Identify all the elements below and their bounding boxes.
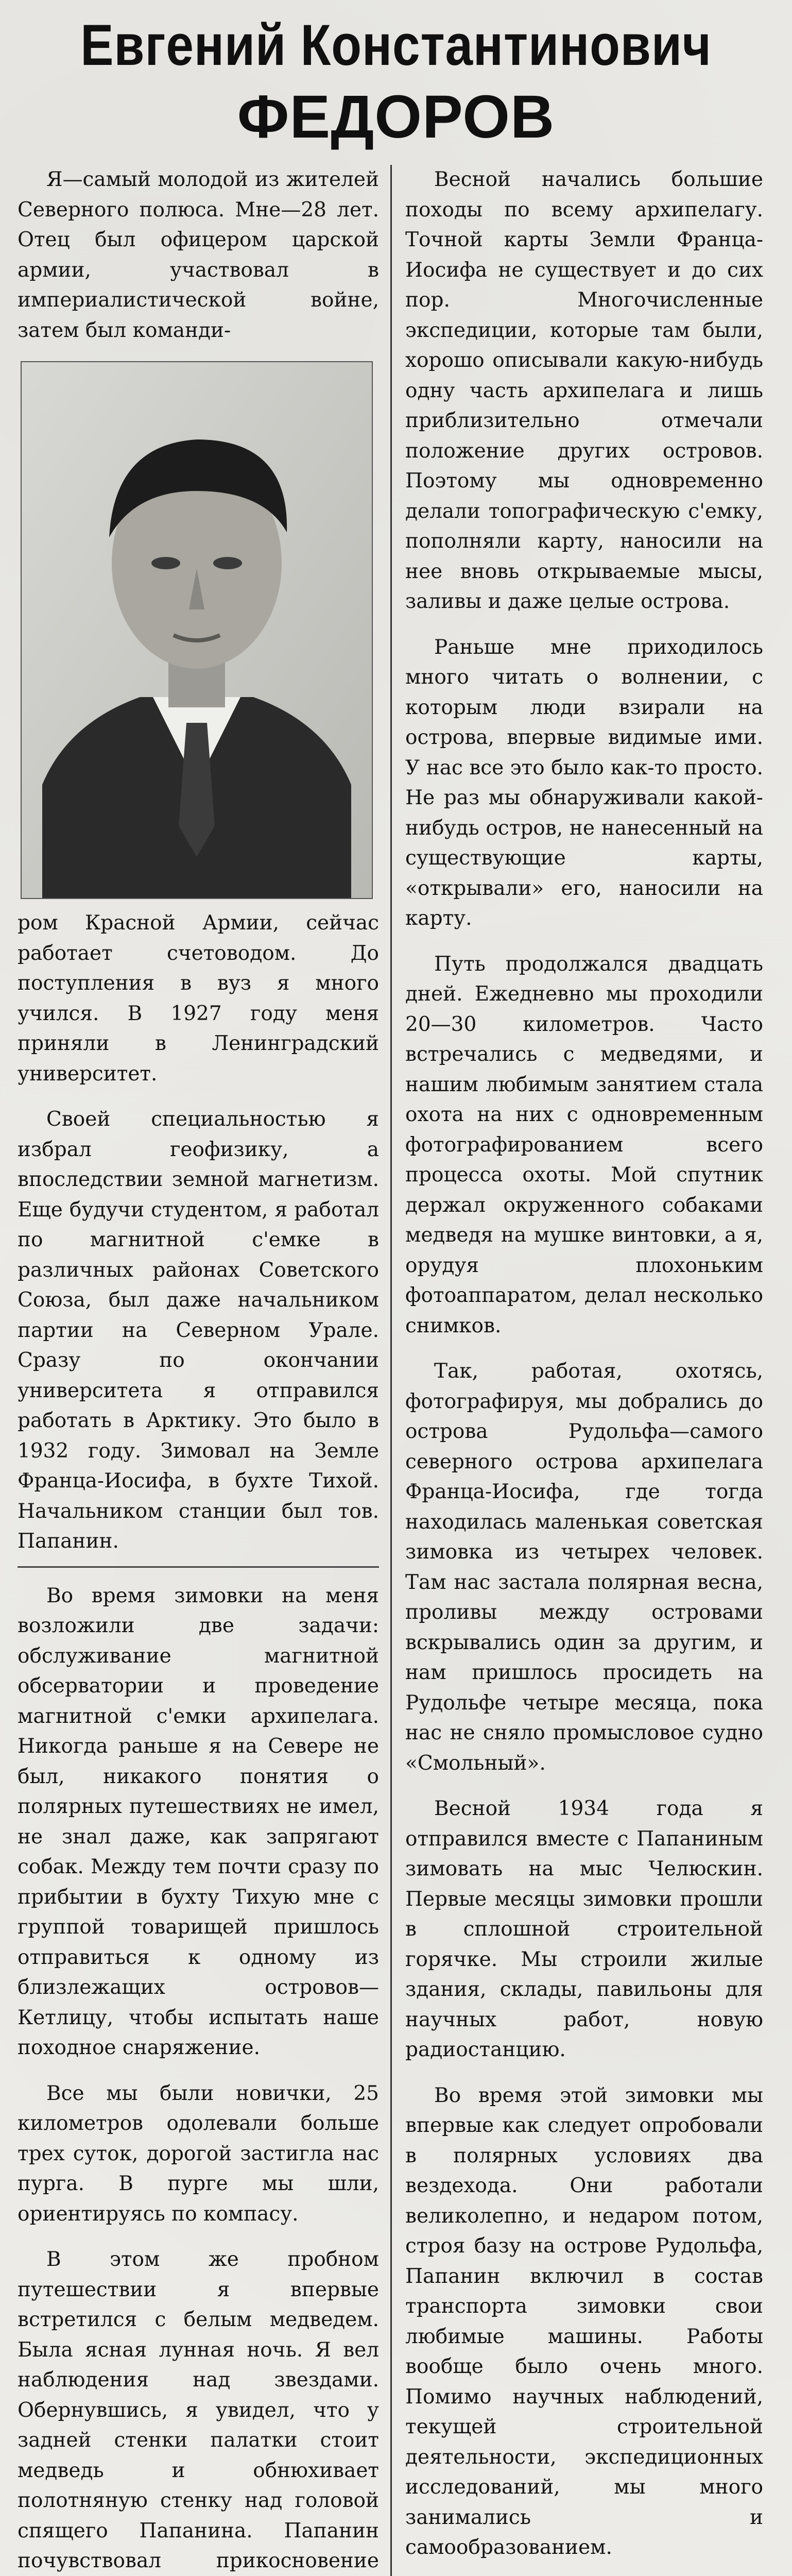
paragraph-bear: В этом же пробном путешествии я впервые встретился с белым медведем. Была ясная лунная ночь. Я вел наблюдения над звездами. Обернувшись, я увидел, что у задней стенки палатки стоит медведь и обнюхивает полотняную стенку над головой спящего Папанина. Папанин почувствовал прикосновение — [18, 2248, 379, 2572]
paragraph-vehicles: Во время этой зимовки мы впервые как следует опробовали в полярных условиях два вездехода. Они работали великолепно, и недаром потом, строя базу на острове Рудольфа, Папанин включил в состав транспорта зимовки свои любимые машины. Работы вообще было очень много. Помимо научных наблюдений, текущей строительной деятельности, экспедиционных исследований, мы много занимались и самообразованием. — [405, 2083, 763, 2559]
paragraph-journey: Путь продолжался двадцать дней. Ежедневно мы проходили 20—30 километров. Часто встречались с медведями, и нашим любимым занятием стала охота на них с одновременным фотографированием всего процесса охоты. Мой спутник держал окруженного собаками медведя на мушке винтовки, а я, орудуя плохоньким фотоаппаратом, делал несколько снимков. — [405, 952, 763, 1337]
portrait-image — [22, 362, 372, 898]
left-column — [18, 165, 390, 2576]
portrait-photo — [21, 361, 373, 899]
paragraph-cape-chelyuskin: Весной 1934 года я отправился вместе с Папаниным зимовать на мыс Челюскин. Первые месяцы зимовки прошли в сплошной строительной горячке. Мы строили жилые здания, склады, павильоны для научных работ, новую радиостанцию. — [405, 1797, 763, 2061]
paragraph-blizzard: Все мы были новички, 25 километров одолевали больше трех суток, дорогой застигла нас пурга. В пурге мы шли, ориентируясь по компасу. — [18, 2081, 379, 2226]
paragraph-wintering-tasks: Во время зимовки на меня возложили две задачи: обслуживание магнитной обсерватории и проведение магнитной с'емки архипелага. Никогда раньше я на Севере не был, никакого понятия о полярных путешествиях не имел, не знал даже, как запрягают собак. Между тем почти сразу по прибытии в бухту Тихую мне с группой товарищей пришлось отправиться к одному из близлежащих островов—Кетлицу, чтобы испытать наше походное снаряжение. — [18, 1584, 379, 2059]
paragraph-intro: Я—самый молодой из жителей Северного полюса. Мне—28 лет. Отец был офицером царской армии, участвовал в империалистической войне, затем был команди- — [18, 168, 379, 342]
article-columns — [18, 165, 774, 2576]
article-title-surname: ФЕДОРОВ — [237, 83, 555, 151]
paragraph-spring-trips: Весной начались большие походы по всему архипелагу. Точной карты Земли Франца-Иосифа не существует и до сих пор. Многочисленные экспедиции, которые там были, хорошо описывали какую-нибудь одну часть архипелага и лишь приблизительно отмечали положение других островов. Поэтому мы одновременно делали топографическую с'емку, пополняли карту, наносили на нее вновь открываемые мысы, заливы и даже целые острова. — [405, 168, 763, 613]
paragraph-rudolf-island: Так, работая, охотясь, фотографируя, мы добрались до острова Рудольфа—самого северного острова архипелага Франца-Иосифа, где тогда находилась маленькая советская зимовка из четырех человек. Там нас застала полярная весна, проливы между островами вскрывались один за другим, и нам пришлось просидеть на Рудольфе четыре месяца, пока нас не сняло промысловое судно «Смольный». — [405, 1360, 763, 1775]
right-column — [390, 165, 763, 2576]
paragraph-education: ром Красной Армии, сейчас работает счетоводом. До поступления в вуз я много учился. В 1927 году меня приняли в Ленинградский университет. — [18, 911, 379, 1086]
article-title-name: Евгений Константинович — [80, 13, 712, 77]
paragraph-specialty: Своей специальностью я избрал геофизику, а впоследствии земной магнетизм. Еще будучи студентом, я работал по магнитной с'емке в различных районах Советского Союза, был даже начальником партии на Северном Урале. Сразу по окончании университета я отправился работать в Арктику. Это было в 1932 году. Зимовал на Земле Франца-Иосифа, в бухте Тихой. Начальником станции был тов. Папанин. — [18, 1105, 379, 1568]
paragraph-new-islands: Раньше мне приходилось много читать о волнении, с которым люди взирали на острова, впервые видимые ими. У нас все это было как-то просто. Не раз мы обнаруживали какой-нибудь остров, не нанесенный на существующие карты, «открывали» его, наносили на карту. — [405, 635, 763, 930]
